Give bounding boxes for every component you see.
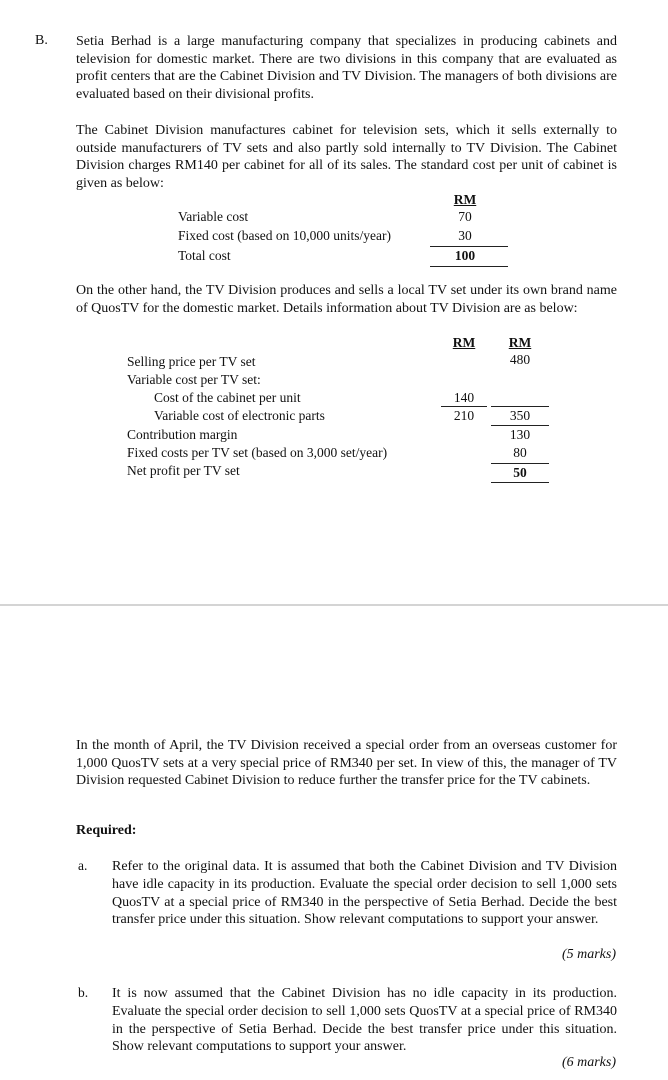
intro-paragraph: Setia Berhad is a large manufacturing company that specializes in producing cabinets and television for domestic market. There are two divisions in this company that are evaluated as profit centers that are the Cabinet Division and TV Division. The managers of both divisions are evaluated based on their divisional profits. — [76, 34, 617, 102]
fixed-rule — [491, 463, 549, 464]
selling-price-value: 480 — [509, 352, 531, 367]
total-variable-value: 350 — [509, 408, 531, 423]
net-profit-value: 50 — [513, 465, 527, 480]
total-rule — [430, 266, 508, 267]
special-order-paragraph: In the month of April, the TV Division received a special order from an overseas customer for 1,000 QuosTV sets at a very special price of RM340 per set. In view of this, the manager of TV Division requested Cabinet Division to reduce further the transfer price for the TV cabinets. — [76, 738, 617, 789]
question-b-label: b. — [78, 985, 89, 1000]
fixed-cost-label: Fixed cost (based on 10,000 units/year) — [178, 228, 391, 243]
variable-cost-label: Variable cost — [178, 209, 249, 224]
cabinet-cost-label: Cost of the cabinet per unit — [154, 390, 301, 405]
cabinet-paragraph: The Cabinet Division manufactures cabinet for television sets, which it sells externally to outside manufacturers of TV sets and also partly sold internally to TV Division. The Cabinet Division charges RM140 per cabinet for all of its sales. The standard cost per unit of cabinet is given as below: — [76, 123, 617, 191]
variable-cost-value: 70 — [458, 209, 472, 224]
question-a-text: Refer to the original data. It is assumed that both the Cabinet Division and TV Division have idle capacity in its production. Evaluate the special order decision to sell 1,000 sets QuosTV at a special price of RM340 in the perspective of Setia Berhad. Decide the best transfer price under this situation. Show relevant computations to support your answer. — [112, 859, 617, 928]
subtotal-rule — [430, 246, 508, 247]
question-a-label: a. — [78, 858, 88, 873]
page-divider — [0, 604, 668, 606]
electronic-parts-label: Variable cost of electronic parts — [154, 408, 325, 423]
question-b-marks: (6 marks) — [561, 1055, 616, 1070]
variable-cost-per-tv-label: Variable cost per TV set: — [127, 372, 261, 387]
selling-price-label: Selling price per TV set — [127, 354, 256, 369]
parts-rule — [441, 406, 487, 407]
cabinet-cost-header: RM — [453, 192, 477, 207]
tv-col2-header: RM — [508, 335, 532, 350]
section-label: B. — [35, 33, 48, 48]
net-profit-label: Net profit per TV set — [127, 463, 240, 478]
question-b-text: It is now assumed that the Cabinet Division has no idle capacity in its production. Evaluate the special order decision to sell 1,000 sets QuosTV at a special price of RM340 in the perspective of Setia Berhad. Decide the best transfer price under this situation. Show relevant computations to support your answer. — [112, 986, 617, 1055]
total-cost-value: 100 — [454, 248, 476, 263]
contribution-margin-label: Contribution margin — [127, 427, 238, 442]
fixed-costs-label: Fixed costs per TV set (based on 3,000 set/year) — [127, 445, 388, 460]
contribution-rule — [491, 425, 549, 426]
electronic-parts-value: 210 — [453, 408, 475, 423]
fixed-costs-value: 80 — [513, 445, 527, 460]
net-profit-rule — [491, 482, 549, 483]
total-cost-label: Total cost — [178, 248, 231, 263]
contribution-margin-value: 130 — [509, 427, 531, 442]
question-a-marks: (5 marks) — [561, 947, 616, 962]
required-heading: Required: — [76, 823, 137, 838]
variable-rule — [491, 406, 549, 407]
tv-col1-header: RM — [452, 335, 476, 350]
cabinet-cost-value: 140 — [453, 390, 475, 405]
fixed-cost-value: 30 — [458, 228, 472, 243]
tv-paragraph: On the other hand, the TV Division produces and sells a local TV set under its own brand name of QuosTV for the domestic market. Details information about TV Division are as below: — [76, 283, 617, 316]
